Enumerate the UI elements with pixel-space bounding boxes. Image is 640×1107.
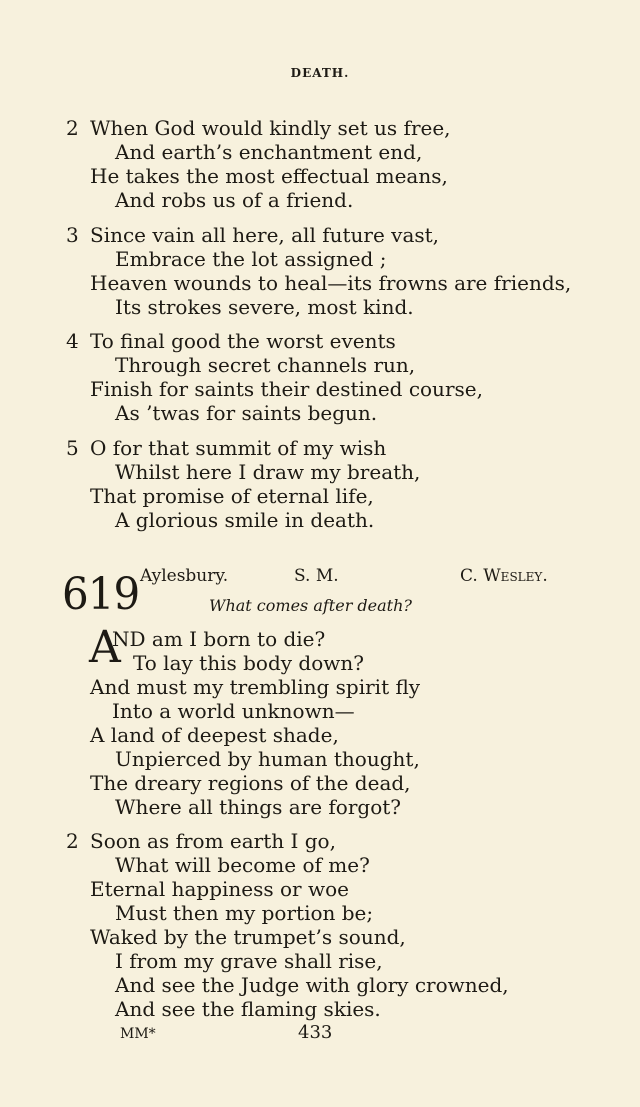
verse-line: To lay this body down? xyxy=(133,651,364,675)
verse-line: A glorious smile in death. xyxy=(115,508,375,532)
hymn-number: 619 xyxy=(62,567,140,620)
verse-line: Must then my portion be; xyxy=(115,901,374,925)
verse-line: He takes the most effectual means, xyxy=(90,164,448,188)
stanza-number: 5 xyxy=(66,436,79,460)
verse-line: As ’twas for saints begun. xyxy=(115,401,378,425)
verse-line: Where all things are forgot? xyxy=(115,795,402,819)
verse-line: Into a world unknown— xyxy=(112,699,355,723)
stanza-number: 3 xyxy=(66,223,79,247)
composer: C. Wesley. xyxy=(460,566,548,586)
verse-line: What will become of me? xyxy=(115,853,370,877)
verse-line: ND am I born to die? xyxy=(112,627,326,651)
page-number: 433 xyxy=(298,1022,333,1043)
verse-line: Heaven wounds to heal—its frowns are friends, xyxy=(90,271,572,295)
verse-line: A land of deepest shade, xyxy=(90,723,339,747)
signature-mark: MM* xyxy=(120,1026,156,1042)
verse-line: Soon as from earth I go, xyxy=(90,829,336,853)
verse-line: Eternal happiness or woe xyxy=(90,877,349,901)
verse-line: I from my grave shall rise, xyxy=(115,949,383,973)
verse-line: Embrace the lot assigned ; xyxy=(115,247,387,271)
stanza-number: 2 xyxy=(66,116,79,140)
verse-line: Since vain all here, all future vast, xyxy=(90,223,440,247)
verse-line: And see the Judge with glory crowned, xyxy=(115,973,509,997)
drop-cap: A xyxy=(89,622,121,673)
verse-line: Through secret channels run, xyxy=(115,353,416,377)
stanza-number: 2 xyxy=(66,829,79,853)
verse-line: To final good the worst events xyxy=(90,329,396,353)
page-header: DEATH. xyxy=(290,66,350,80)
verse-line: Its strokes severe, most kind. xyxy=(115,295,414,319)
verse-line: Finish for saints their destined course, xyxy=(90,377,483,401)
verse-line: Waked by the trumpet’s sound, xyxy=(90,925,406,949)
verse-line: And earth’s enchantment end, xyxy=(115,140,423,164)
verse-line: O for that summit of my wish xyxy=(90,436,387,460)
verse-line: And must my trembling spirit fly xyxy=(90,675,421,699)
verse-line: And see the flaming skies. xyxy=(115,997,381,1021)
verse-line: The dreary regions of the dead, xyxy=(90,771,411,795)
verse-line: Unpierced by human thought, xyxy=(115,747,420,771)
tune-name: Aylesbury. xyxy=(140,566,229,586)
meter: S. M. xyxy=(294,566,339,586)
stanza-number: 4 xyxy=(66,329,79,353)
verse-line: That promise of eternal life, xyxy=(90,484,374,508)
verse-line: Whilst here I draw my breath, xyxy=(115,460,421,484)
verse-line: And robs us of a friend. xyxy=(115,188,354,212)
hymn-subtitle: What comes after death? xyxy=(209,596,412,615)
verse-line: When God would kindly set us free, xyxy=(90,116,451,140)
